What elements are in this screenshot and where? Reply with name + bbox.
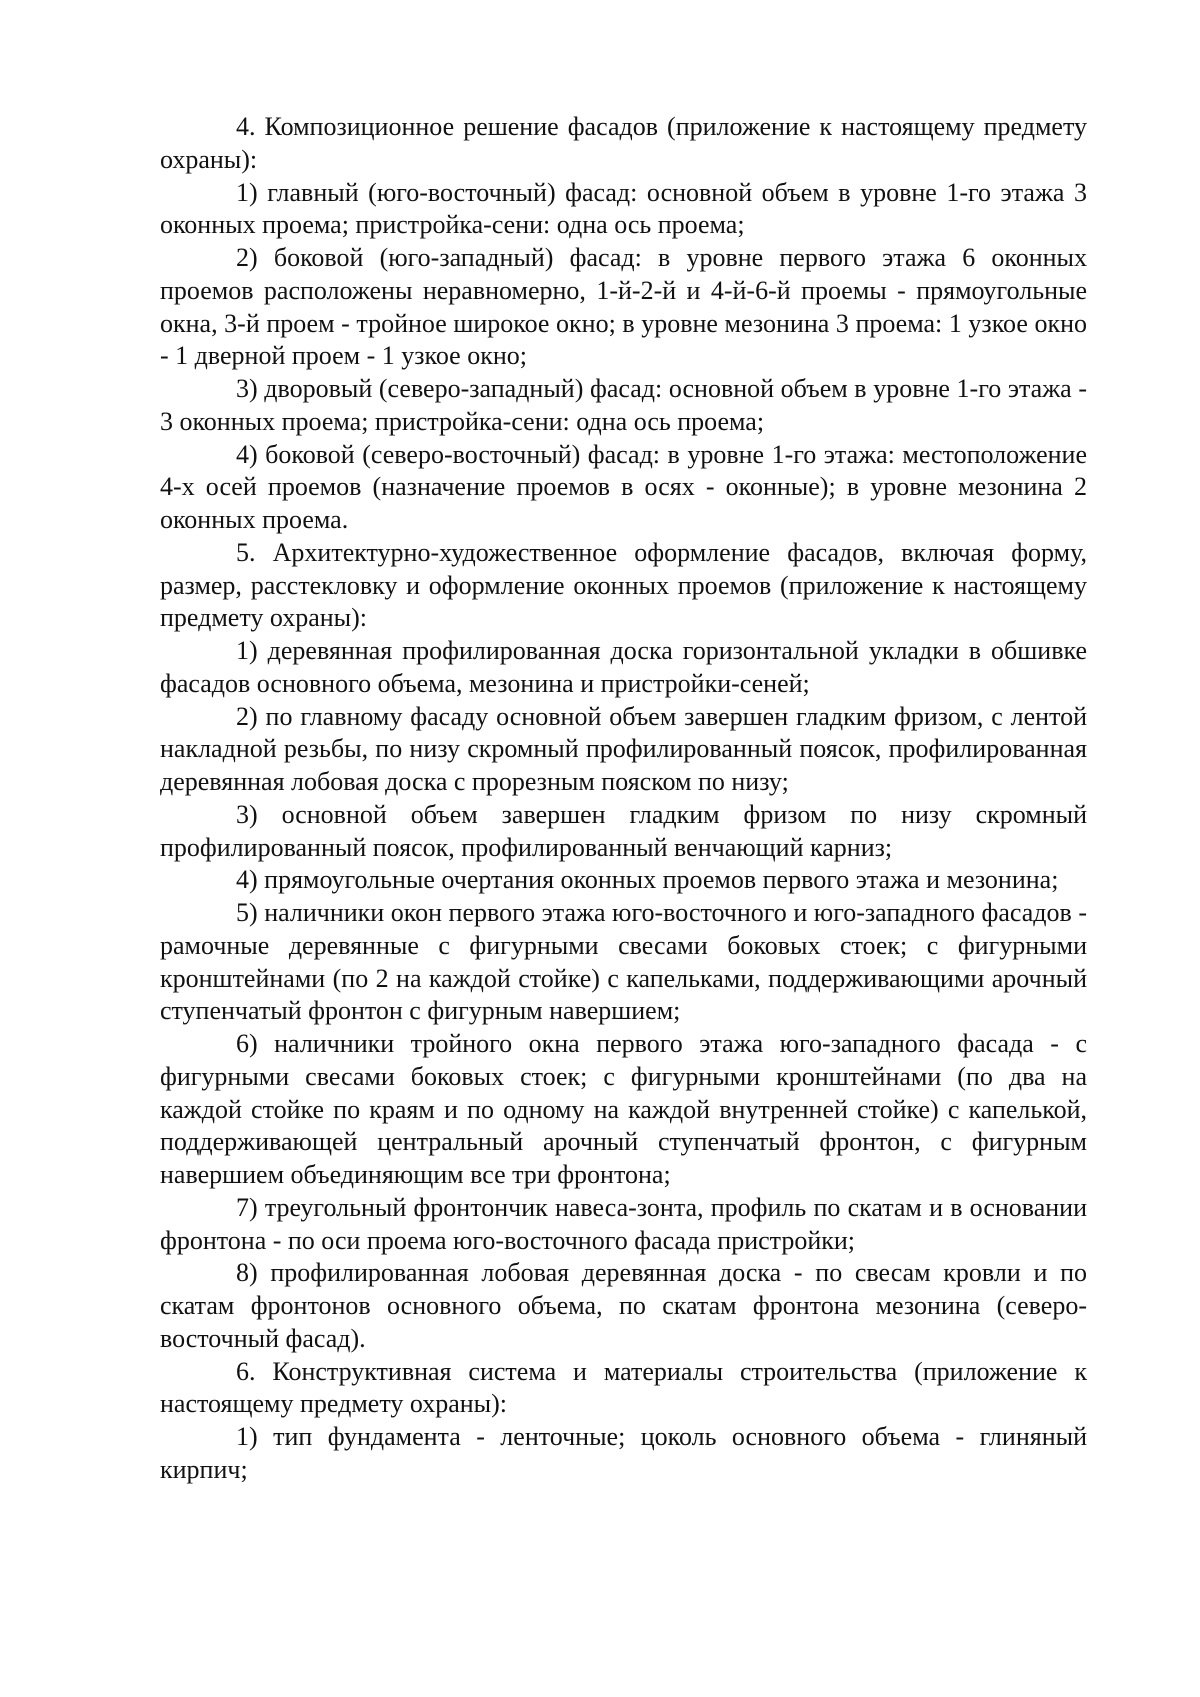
section-4-item-1: 1) главный (юго-восточный) фасад: основной объем в уровне 1-го этажа 3 оконных проема; пристройка-сени: одна ось проема; [160,177,1087,240]
section-5-item-7: 7) треугольный фронтончик навеса-зонта, профиль по скатам и в основании фронтона - по оси проема юго-восточного фасада пристройки; [160,1192,1087,1255]
section-4-item-2: 2) боковой (юго-западный) фасад: в уровне первого этажа 6 оконных проемов расположены неравномерно, 1-й-2-й и 4-й-6-й проемы - прямоугольные окна, 3-й проем - тройное широкое окно; в уровне мезонина 3 проема: 1 узкое окно - 1 дверной проем - 1 узкое окно; [160,243,1087,371]
section-4-item-4: 4) боковой (северо-восточный) фасад: в уровне 1-го этажа: местоположение 4-х осей проемов (назначение проемов в осях - оконные); в уровне мезонина 2 оконных проема. [160,439,1087,534]
section-5-item-6: 6) наличники тройного окна первого этажа юго-западного фасада - с фигурными свесами боковых стоек; с фигурными кронштейнами (по два на каждой стойке по краям и по одному на каждой внутренней стойке) с капелькой, поддерживающей центральный арочный ступенчатый фронтон, с фигурным навершием объединяющим все три фронтона; [160,1029,1087,1189]
section-4-heading: 4. Композиционное решение фасадов (приложение к настоящему предмету охраны): [160,112,1087,174]
section-6-heading: 6. Конструктивная система и материалы строительства (приложение к настоящему предмету охраны): [160,1356,1087,1419]
document-page [160,111,1087,1487]
section-5-item-8: 8) профилированная лобовая деревянная доска - по свесам кровли и по скатам фронтонов основного объема, по скатам фронтона мезонина (северо-восточный фасад). [160,1258,1087,1353]
section-5-item-5: 5) наличники окон первого этажа юго-восточного и юго-западного фасадов - рамочные деревянные с фигурными свесами боковых стоек; с фигурными кронштейнами (по 2 на каждой стойке) с капельками, поддерживающими арочный ступенчатый фронтон с фигурным навершием; [160,898,1087,1026]
section-5-item-2: 2) по главному фасаду основной объем завершен гладким фризом, с лентой накладной резьбы, по низу скромный профилированный поясок, профилированная деревянная лобовая доска с прорезным пояском по низу; [160,701,1087,796]
section-5-item-1: 1) деревянная профилированная доска горизонтальной укладки в обшивке фасадов основного объема, мезонина и пристройки-сеней; [160,636,1087,698]
section-5-item-4: 4) прямоугольные очертания оконных проемов первого этажа и мезонина; [236,865,1059,895]
section-5-item-3: 3) основной объем завершен гладким фризом по низу скромный профилированный поясок, профилированный венчающий карниз; [160,799,1087,862]
section-5-heading: 5. Архитектурно-художественное оформление фасадов, включая форму, размер, расстекловку и оформление оконных проемов (приложение к настоящему предмету охраны): [160,537,1087,633]
section-4-item-3: 3) дворовый (северо-западный) фасад: основной объем в уровне 1-го этажа - 3 оконных проема; пристройка-сени: одна ось проема; [160,374,1087,436]
section-6-item-1: 1) тип фундамента - ленточные; цоколь основного объема - глиняный кирпич; [160,1422,1087,1484]
